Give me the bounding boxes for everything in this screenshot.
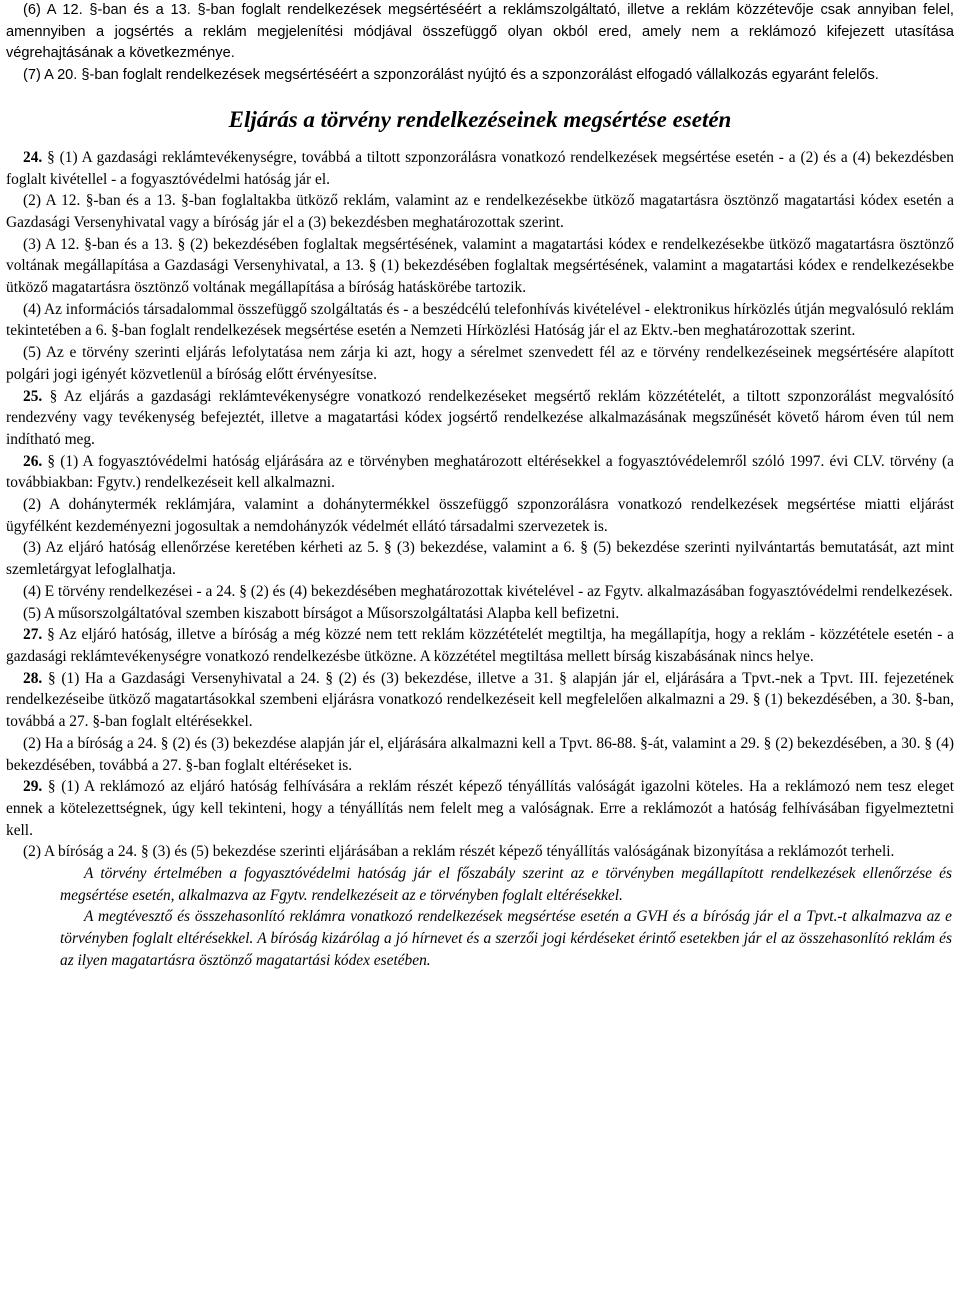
section-24-paragraph-1 xyxy=(6,147,954,190)
section-24-number: 24. xyxy=(23,148,43,166)
paragraph-6: (6) A 12. §-ban és a 13. §-ban foglalt rendelkezések megsértéséért a reklámszolgáltató, illetve a reklám közzétevője csak annyiban felel, amennyiben a jogsértés a reklám megjelenítési módjával összefüggő olyan okból ered, amely nem a reklámozó kifejezett utasítása végrehajtásának a következménye. xyxy=(6,2,954,62)
section-28-paragraph-2: (2) Ha a bíróság a 24. § (2) és (3) bekezdése alapján jár el, eljárására alkalmazni kell a Tpvt. 86-88. §-át, valamint a 29. § (2) bekezdésében, a 30. § (4) bekezdésében, továbbá a 27. §-ban foglalt eltéréseket is. xyxy=(6,734,954,774)
section-26-paragraph-5: (5) A műsorszolgáltatóval szemben kiszabott bírságot a Műsorszolgáltatási Alapba kell befizetni. xyxy=(23,604,620,622)
section-28-number: 28. xyxy=(23,669,43,687)
section-24-text-1: § (1) A gazdasági reklámtevékenységre, továbbá a tiltott szponzorálásra vonatkozó rendelkezések megsértése esetén - a (2) és a (4) bekezdésben foglalt kivétellel - a fogyasztóvédelmi hatóság jár el. xyxy=(6,148,954,188)
commentary-note-2: A megtévesztő és összehasonlító reklámra vonatkozó rendelkezések megsértése esetén a GVH és a bíróság jár el a Tpvt.-t alkalmazva az e törvényben foglalt eltérésekkel. A bíróság kizárólag a jó hírnevet és a szerzői jogi kérdéseket érintő esetekben jár el az összehasonlító reklám és az ilyen magatartásra ösztönző magatartási kódex esetében. xyxy=(60,908,952,969)
section-heading: Eljárás a törvény rendelkezéseinek megsértése esetén xyxy=(228,106,732,132)
document-page xyxy=(6,0,954,972)
section-25-paragraph-1 xyxy=(6,386,954,451)
section-28-text-1: § (1) Ha a Gazdasági Versenyhivatal a 24. § (2) és (3) bekezdése, illetve a 31. § alapján jár el, eljárására a Tpvt.-nek a Tpvt. III. fejezetének rendelkezéseibe ütköző magatartásokkal szembeni eljárásra vonatkozó rendelkezéseit kell megfelelően alkalmazni a 29. § (1) bekezdésében, a 30. §-ban, továbbá a 27. §-ban foglalt eltérésekkel. xyxy=(6,669,954,731)
section-27-text-1: § Az eljáró hatóság, illetve a bíróság a még közzé nem tett reklám közzétételét megtiltja, ha megállapítja, hogy a reklám - közzététele esetén - a gazdasági reklámtevékenységre vonatkozó rendelkezésbe ütközne. A közzététel megtiltása mellett bírság kiszabásának nincs helye. xyxy=(6,626,954,665)
section-26-paragraph-3: (3) Az eljáró hatóság ellenőrzése keretében kérheti az 5. § (3) bekezdése, valamint a 6. § (5) bekezdése szerinti nyilvántartás bemutatását, azt mint szemletárgyat lefoglalhatja. xyxy=(6,539,954,579)
section-26-text-1: § (1) A fogyasztóvédelmi hatóság eljárására az e törvényben meghatározott eltérésekkel a fogyasztóvédelemről szóló 1997. évi CLV. törvény (a továbbiakban: Fgytv.) rendelkezéseit kell alkalmazni. xyxy=(6,452,954,492)
section-26-paragraph-2: (2) A dohánytermék reklámjára, valamint a dohánytermékkel összefüggő szponzorálásra vonatkozó rendelkezések megsértése miatti eljárást ügyfélként kezdeményezni jogosultak a nemdohányzók védelmét ellátó társadalmi szervezetek is. xyxy=(6,496,954,535)
section-24-paragraph-2: (2) A 12. §-ban és a 13. §-ban foglaltakba ütköző reklám, valamint az e rendelkezésekbe ütköző magatartásra ösztönző magatartási kódex esetén a Gazdasági Versenyhivatal vagy a bíróság jár el a (3) bekezdésben meghatározottak szerint. xyxy=(6,192,954,231)
section-24-paragraph-4: (4) Az információs társadalommal összefüggő szolgáltatás és - a beszédcélú telefonhívás kivételével - elektronikus hírközlés útján megvalósuló reklám tekintetében a 6. §-ban foglalt rendelkezések megsértése esetén a Nemzeti Hírközlési Hatóság jár el az Ektv.-ben meghatározottak szerint. xyxy=(6,300,954,340)
commentary-notes xyxy=(60,863,952,972)
section-28-paragraph-1 xyxy=(6,668,954,733)
section-25-number: 25. xyxy=(23,387,43,405)
section-24-paragraph-5: (5) Az e törvény szerinti eljárás lefolytatása nem zárja ki azt, hogy a sérelmet szenvedett fél az e törvény rendelkezéseinek megsértésére alapított polgári jogi igényét közvetlenül a bíróság előtt érvényesítse. xyxy=(6,344,954,383)
section-26-paragraph-4: (4) E törvény rendelkezései - a 24. § (2) és (4) bekezdésében meghatározottak kivételével - az Fgytv. alkalmazásában fogyasztóvédelmi rendelkezések. xyxy=(23,582,953,600)
section-25-text-1: § Az eljárás a gazdasági reklámtevékenységre vonatkozó rendelkezéseket megsértő reklám közzétételét, a tiltott szponzorálást megvalósító rendezvény vagy tevékenység befejeztét, illetve a magatartási kódex jogsértő rendelkezése alkalmazásának megszűnését követő három éven túl nem indítható meg. xyxy=(6,387,954,448)
commentary-note-1: A törvény értelmében a fogyasztóvédelmi hatóság jár el főszabály szerint az e törvényben megállapított rendelkezések ellenőrzése és megsértése esetén, alkalmazva az Fgytv. rendelkezéseit az e törvényben foglalt eltérésekkel. xyxy=(60,865,952,904)
section-24-paragraph-3: (3) A 12. §-ban és a 13. § (2) bekezdésében foglaltak megsértésének, valamint a magatartási kódex e rendelkezésekbe ütköző magatartásra ösztönző voltának megállapítása a Gazdasági Versenyhivatal, a 13. § (1) bekezdésében foglaltak megsértésének, valamint a magatartási kódex e rendelkezésekbe ütköző magatartásra ösztönző voltának megállapítása a bíróság hatáskörébe tartozik. xyxy=(6,235,954,297)
section-26-paragraph-1 xyxy=(6,451,954,494)
section-29-number: 29. xyxy=(23,778,43,796)
paragraph-7: (7) A 20. §-ban foglalt rendelkezések megsértéséért a szponzorálást nyújtó és a szponzorálást elfogadó vállalkozás egyaránt felelős. xyxy=(23,67,879,84)
section-27-number: 27. xyxy=(23,626,43,644)
section-29-paragraph-2: (2) A bíróság a 24. § (3) és (5) bekezdése szerinti eljárásában a reklám részét képező tényállítás valóságának bizonyítása a reklámozót terheli. xyxy=(23,843,895,861)
section-27-paragraph-1 xyxy=(6,624,954,667)
section-29-text-1: § (1) A reklámozó az eljáró hatóság felhívására a reklám részét képező tényállítás valóságát igazolni köteles. Ha a reklámozó nem tesz eleget ennek a kötelezettségnek, úgy kell tekinteni, hogy a tényállítás nem felelt meg a valóságnak. Erre a reklámozót a hatóság felhívásában figyelmeztetni kell. xyxy=(6,778,954,839)
section-26-number: 26. xyxy=(23,452,43,470)
section-29-paragraph-1 xyxy=(6,776,954,841)
